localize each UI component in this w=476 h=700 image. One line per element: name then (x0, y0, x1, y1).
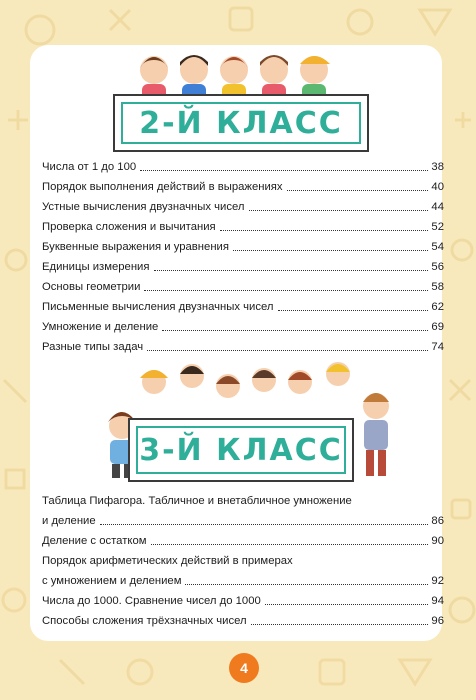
toc-entry-title: Устные вычисления двузначных чисел (42, 201, 245, 213)
toc-entry-title: Разные типы задач (42, 341, 144, 353)
toc-entry-page: 44 (431, 201, 444, 213)
toc-entry (42, 548, 444, 568)
toc-entry-page: 52 (431, 221, 444, 233)
dot-leader (278, 309, 429, 311)
dot-leader (287, 189, 428, 191)
dot-leader (251, 623, 428, 625)
section-2-title: 2-Й КЛАСС (139, 105, 343, 141)
toc-entry-title: Таблица Пифагора. Табличное и внетабличное умножение (42, 495, 352, 507)
toc-entry-page: 94 (431, 595, 444, 607)
toc-entry (42, 314, 444, 334)
section-2-toc (42, 154, 444, 354)
toc-entry-page: 58 (431, 281, 444, 293)
dot-leader (144, 289, 428, 291)
section-3-banner (128, 418, 354, 482)
toc-entry-page: 90 (431, 535, 444, 547)
section-2-banner (113, 94, 369, 152)
toc-entry (42, 254, 444, 274)
toc-entry-page: 96 (431, 615, 444, 627)
toc-entry-title: Умножение и деление (42, 321, 159, 333)
toc-entry (42, 334, 444, 354)
toc-entry-title: с умножением и делением (42, 575, 182, 587)
toc-entry-page: 74 (431, 341, 444, 353)
toc-entry-title: Письменные вычисления двузначных чисел (42, 301, 274, 313)
toc-entry-title: Числа до 1000. Сравнение чисел до 1000 (42, 595, 261, 607)
toc-entry-title: Буквенные выражения и уравнения (42, 241, 229, 253)
dot-leader (233, 249, 428, 251)
toc-entry-title: Способы сложения трёхзначных чисел (42, 615, 247, 627)
toc-entry-page: 40 (431, 181, 444, 193)
toc-entry-title: Числа от 1 до 100 (42, 161, 137, 173)
toc-entry-title: и деление (42, 515, 96, 527)
dot-leader (185, 583, 428, 585)
toc-entry (42, 568, 444, 588)
toc-entry (42, 174, 444, 194)
section-3-toc (42, 488, 444, 628)
section-3-title: 3-Й КЛАСС (139, 432, 343, 468)
toc-entry (42, 488, 444, 508)
toc-entry (42, 528, 444, 548)
toc-entry (42, 214, 444, 234)
dot-leader (154, 269, 429, 271)
dot-leader (220, 229, 428, 231)
toc-entry-page: 92 (431, 575, 444, 587)
dot-leader (100, 523, 428, 525)
toc-entry (42, 234, 444, 254)
toc-entry-title: Порядок арифметических действий в примерах (42, 555, 293, 567)
toc-entry-page: 54 (431, 241, 444, 253)
toc-entry (42, 508, 444, 528)
page-number-badge: 4 (229, 653, 259, 683)
toc-entry-page: 69 (431, 321, 444, 333)
toc-entry-page: 56 (431, 261, 444, 273)
dot-leader (151, 543, 429, 545)
toc-entry (42, 608, 444, 628)
toc-entry (42, 294, 444, 314)
dot-leader (140, 169, 428, 171)
toc-entry-page: 86 (431, 515, 444, 527)
toc-entry-page: 38 (431, 161, 444, 173)
toc-entry-title: Единицы измерения (42, 261, 150, 273)
toc-entry-title: Порядок выполнения действий в выражениях (42, 181, 283, 193)
toc-entry (42, 588, 444, 608)
toc-entry (42, 194, 444, 214)
toc-entry-title: Деление с остатком (42, 535, 147, 547)
dot-leader (162, 329, 428, 331)
toc-entry (42, 154, 444, 174)
toc-entry-title: Основы геометрии (42, 281, 141, 293)
dot-leader (147, 349, 428, 351)
toc-entry-title: Проверка сложения и вычитания (42, 221, 216, 233)
dot-leader (249, 209, 429, 211)
toc-entry-page: 62 (431, 301, 444, 313)
dot-leader (265, 603, 428, 605)
toc-entry (42, 274, 444, 294)
